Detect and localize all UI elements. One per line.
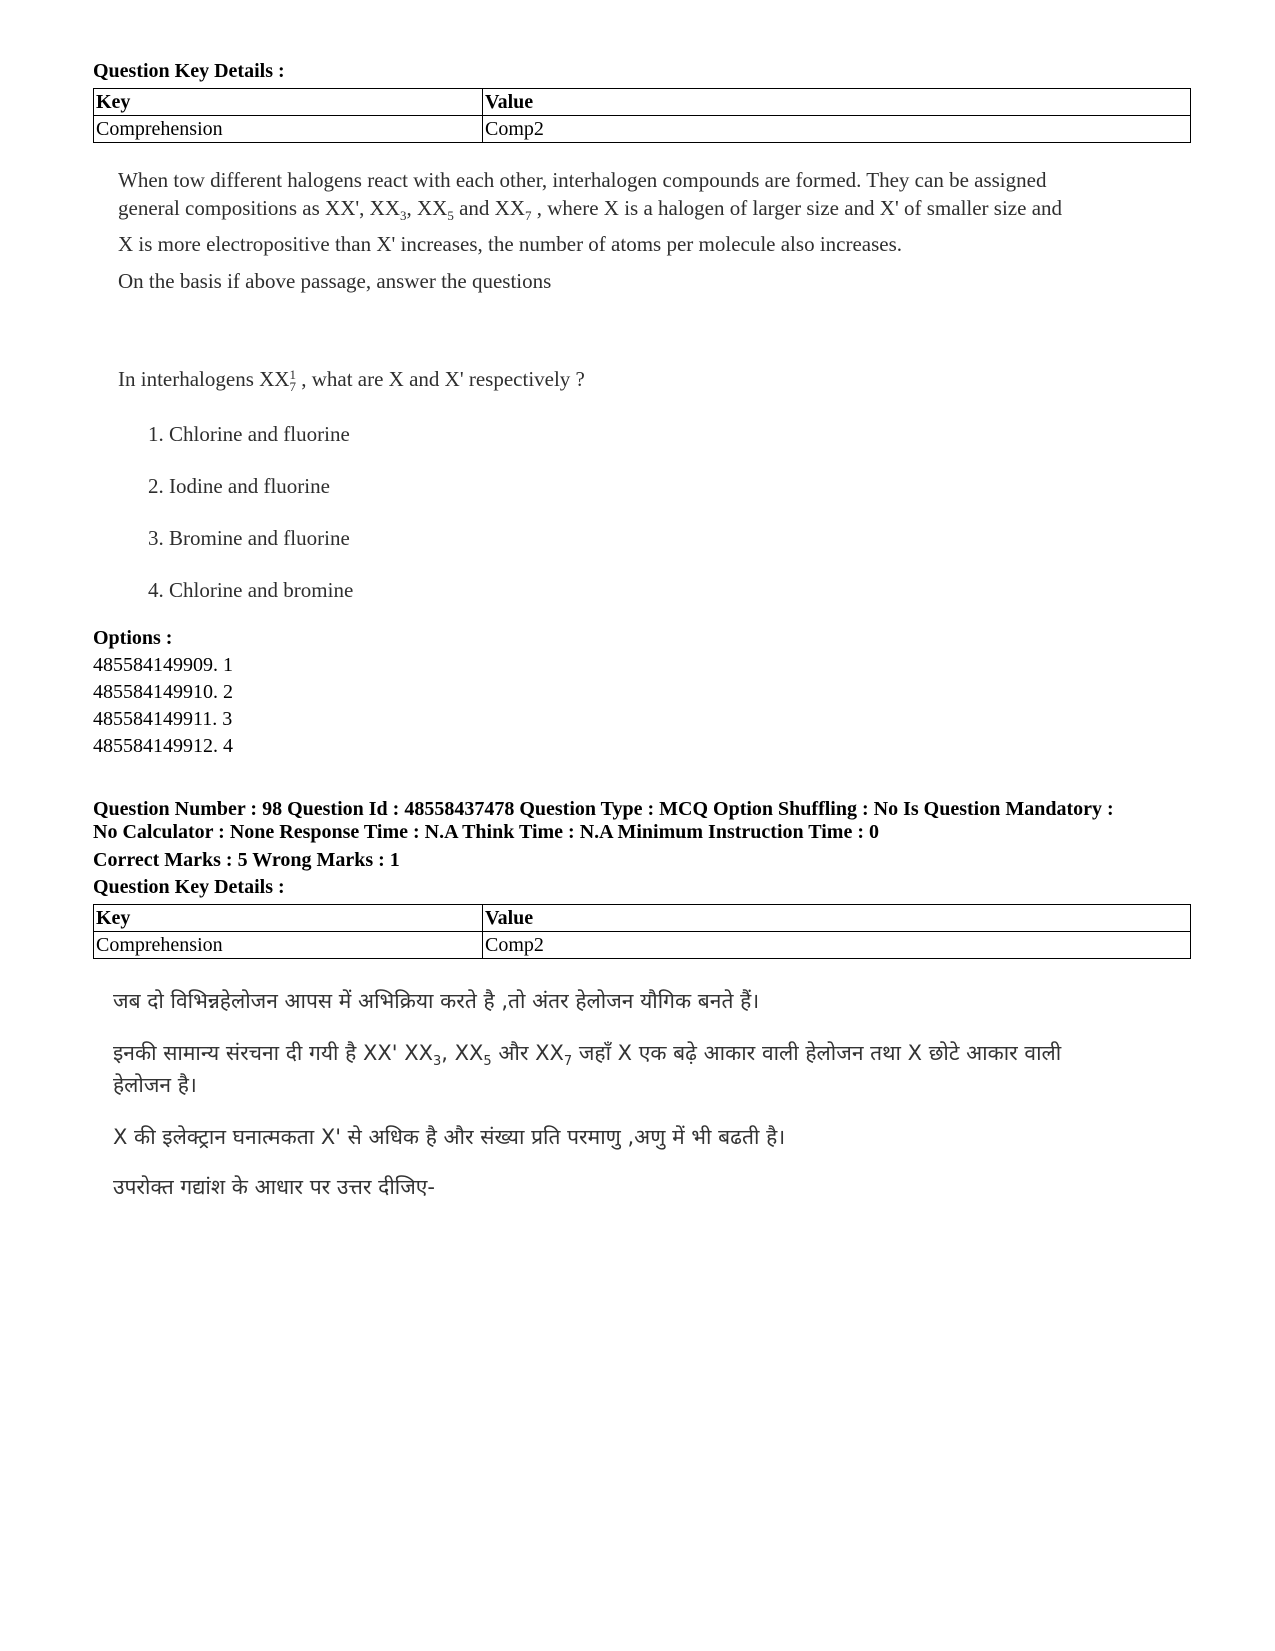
option-id: 485584149909. 1	[93, 654, 233, 676]
passage-line: X is more electropositive than X' increases, the number of atoms per molecule also increases.	[118, 232, 903, 257]
table-header-key: Key	[94, 89, 483, 116]
choice-item: 2. Iodine and fluorine	[148, 474, 330, 498]
question-meta-line: Question Number : 98 Question Id : 48558437478 Question Type : MCQ Option Shuffling : No Is Question Mandatory :	[93, 798, 1114, 820]
passage-hindi-line: हेलोजन है।	[113, 1073, 197, 1097]
passage-hindi-line: उपरोक्त गद्यांश के आधार पर उत्तर दीजिए-	[113, 1175, 435, 1199]
key-details-heading: Question Key Details :	[93, 60, 285, 82]
table-row	[94, 932, 1191, 959]
table-row	[94, 116, 1191, 143]
choice-item: 3. Bromine and fluorine	[148, 526, 350, 550]
options-heading: Options :	[93, 627, 173, 649]
option-id: 485584149911. 3	[93, 708, 233, 730]
passage-line: general compositions as XX', $XX_3$, $XX_5$ and $XX_7$ , where X is a halogen of larger size and X' of smaller size and	[118, 196, 1063, 224]
table-header-key: Key	[94, 905, 483, 932]
passage-hindi-line: X की इलेक्ट्रान घनात्मकता X' से अधिक है और संख्या प्रति परमाणु ,अणु में भी बढती है।	[113, 1125, 786, 1149]
table-header-value: Value	[483, 905, 1191, 932]
passage-instruction: On the basis if above passage, answer the questions	[118, 269, 552, 293]
passage-hindi-line: जब दो विभिन्नहेलोजन आपस में अभिक्रिया करते है ,तो अंतर हेलोजन यौगिक बनते हैं।	[113, 989, 760, 1013]
table-header-value: Value	[483, 89, 1191, 116]
key-details-table	[93, 88, 1191, 143]
table-cell-key: Comprehension	[94, 932, 483, 959]
table-header-row	[94, 905, 1191, 932]
table-cell-value: Comp2	[483, 116, 1191, 143]
table-cell-value: Comp2	[483, 932, 1191, 959]
passage-hindi-line: इनकी सामान्य संरचना दी गयी है XX' $XX_3$, $XX_5$ और $XX_7$ जहाँ X एक बढ़े आकार वाली हेलोजन तथा X छोटे आकार वाली	[113, 1041, 1062, 1070]
marks-line: Correct Marks : 5 Wrong Marks : 1	[93, 849, 400, 871]
question-text: In interhalogens XX 1 7 , what are X and X' respectively ?	[118, 367, 585, 395]
option-id: 485584149910. 2	[93, 681, 233, 703]
choice-item: 4. Chlorine and bromine	[148, 578, 354, 602]
key-details-heading: Question Key Details :	[93, 876, 285, 898]
key-details-table	[93, 904, 1191, 959]
question-meta-line: No Calculator : None Response Time : N.A Think Time : N.A Minimum Instruction Time : 0	[93, 821, 879, 843]
passage-english	[118, 166, 1188, 258]
passage-line: When tow different halogens react with each other, interhalogen compounds are formed. They can be assigned	[118, 168, 1047, 192]
table-cell-key: Comprehension	[94, 116, 483, 143]
choice-item: 1. Chlorine and fluorine	[148, 422, 350, 446]
option-id: 485584149912. 4	[93, 735, 233, 757]
table-header-row	[94, 89, 1191, 116]
